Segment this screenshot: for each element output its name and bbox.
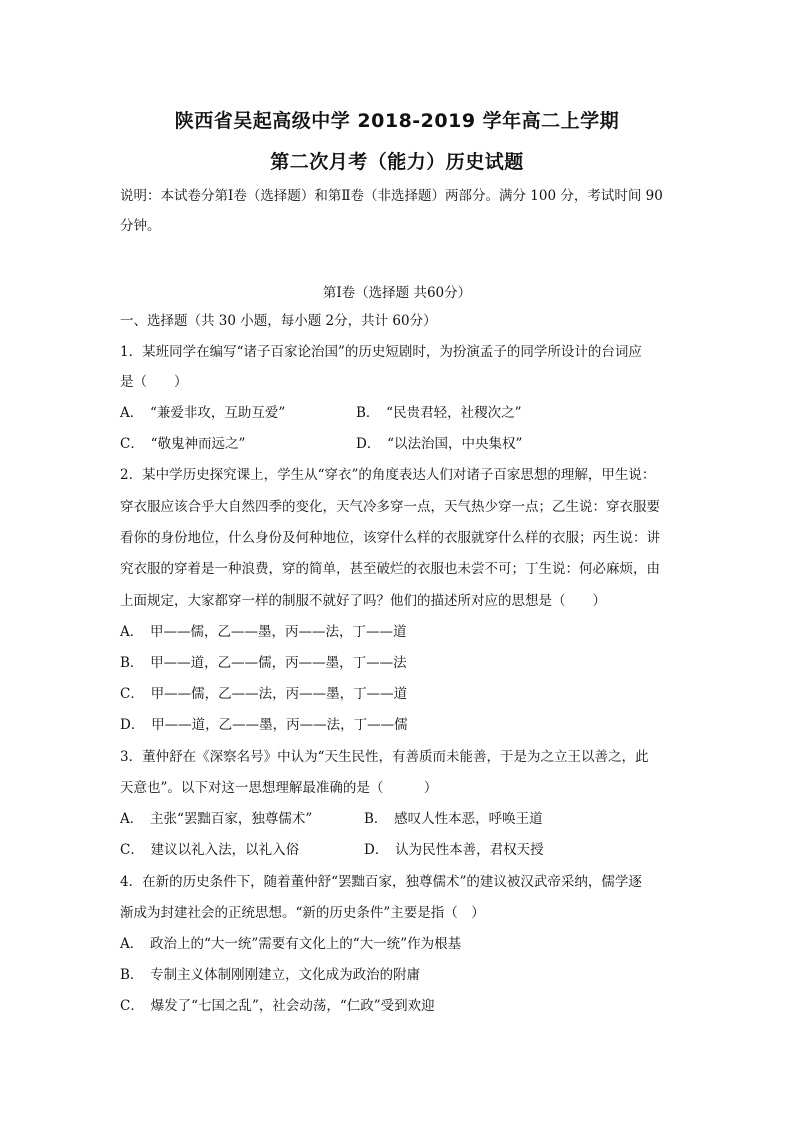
- question-3-option-c: C． 建议以礼入法，以礼入俗: [120, 842, 300, 858]
- question-3-option-b: B． 感叹人性本恶，呼唤王道: [364, 811, 543, 827]
- question-4-option-c: C． 爆发了“七国之乱”，社会动荡，“仁政”受到欢迎: [120, 998, 435, 1014]
- question-1-option-d: D． “以法治国，中央集权”: [356, 436, 523, 452]
- instructions-line1: 说明：本试卷分第Ⅰ卷（选择题）和第Ⅱ卷（非选择题）两部分。满分 100 分，考试时间 90: [120, 188, 663, 204]
- question-2-stem-line3: 看你的身份地位，什么身份及何种地位，该穿什么样的衣服就穿什么样的衣服；丙生说：讲: [120, 530, 660, 546]
- question-2-stem-line1: 2．某中学历史探究课上，学生从“穿衣”的角度表达人们对诸子百家思想的理解，甲生说：: [120, 467, 656, 483]
- question-4-option-b: B． 专制主义体制刚刚建立，文化成为政治的附庸: [120, 967, 421, 983]
- question-3-stem-line1: 3．董仲舒在《深察名号》中认为“天生民性，有善质而未能善，于是为之立王以善之，此: [120, 749, 649, 765]
- question-3-option-a: A． 主张“罢黜百家，独尊儒术”: [120, 811, 313, 827]
- question-2-option-a: A． 甲——儒，乙——墨，丙——法，丁——道: [120, 624, 407, 640]
- question-2-stem-line5: 上面规定，大家都穿一样的制服不就好了吗？他们的描述所对应的思想是（ ）: [120, 593, 606, 609]
- question-2-option-d: D． 甲——道，乙——墨，丙——法，丁——儒: [120, 717, 408, 733]
- question-1-stem-line2: 是（ ）: [120, 374, 188, 390]
- question-4-stem-line2: 渐成为封建社会的正统思想。“新的历史条件”主要是指（ ）: [120, 905, 485, 921]
- exam-title-line1: 陕西省吴起高级中学 2018-2019 学年高二上学期: [174, 110, 620, 132]
- question-1-option-a: A． “兼爱非攻，互助互爱”: [120, 405, 286, 421]
- question-1-stem-line1: 1．某班同学在编写“诸子百家论治国”的历史短剧时，为扮演孟子的同学所设计的台词应: [120, 344, 642, 360]
- instructions-line2: 分钟。: [120, 218, 161, 234]
- part-header: 一、选择题（共 30 小题，每小题 2分，共计 60分）: [120, 313, 437, 329]
- question-3-stem-line2: 天意也”。以下对这一思想理解最准确的是（ ）: [120, 780, 438, 796]
- question-2-stem-line2: 穿衣服应该合乎大自然四季的变化，天气冷多穿一点，天气热少穿一点；乙生说：穿衣服要: [120, 499, 660, 515]
- question-2-option-b: B． 甲——道，乙——儒，丙——墨，丁——法: [120, 655, 407, 671]
- question-4-option-a: A． 政治上的“大一统”需要有文化上的“大一统”作为根基: [120, 936, 462, 952]
- question-4-stem-line1: 4．在新的历史条件下，随着董仲舒“罢黜百家，独尊儒术”的建议被汉武帝采纳，儒学逐: [120, 874, 642, 890]
- question-1-option-c: C． “敬鬼神而远之”: [120, 436, 246, 452]
- question-3-option-d: D． 认为民性本善，君权天授: [364, 842, 544, 858]
- question-1-option-b: B． “民贵君轻，社稷次之”: [356, 405, 522, 421]
- exam-title-line2: 第二次月考（能力）历史试题: [270, 151, 524, 173]
- section-header: 第Ⅰ卷（选择题 共60分）: [322, 285, 472, 301]
- question-2-option-c: C． 甲——儒，乙——法，丙——墨，丁——道: [120, 686, 408, 702]
- question-2-stem-line4: 究衣服的穿着是一种浪费，穿的简单，甚至破烂的衣服也未尝不可；丁生说：何必麻烦，由: [120, 561, 660, 577]
